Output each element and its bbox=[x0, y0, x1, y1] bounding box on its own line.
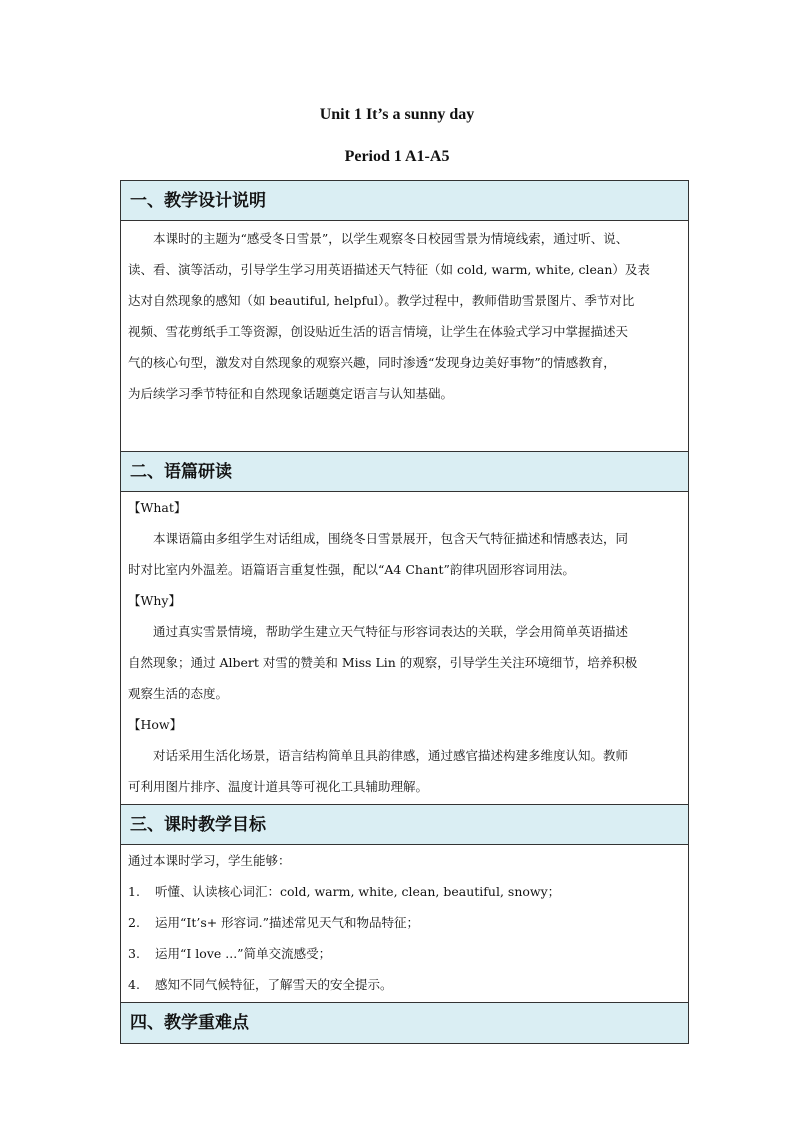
objective-text: 运用“It’s+ 形容词.”描述常见天气和物品特征； bbox=[155, 915, 420, 930]
paragraph-line: 观察生活的态度。 bbox=[128, 686, 229, 701]
objective-number: 2. bbox=[128, 915, 140, 930]
objective-text: 感知不同气候特征，了解雪天的安全提示。 bbox=[155, 977, 393, 992]
paragraph-line: 时对比室内外温差。语篇语言重复性强，配以“A4 Chant”韵律巩固形容词用法。 bbox=[128, 562, 575, 577]
section-body-text-study bbox=[121, 492, 688, 805]
what-tag: 【What】 bbox=[128, 500, 187, 515]
objective-text: 听懂、认读核心词汇：cold, warm, white, clean, beautiful, snowy； bbox=[155, 884, 561, 899]
lesson-plan-table bbox=[120, 180, 689, 1044]
paragraph-line: 通过真实雪景情境，帮助学生建立天气特征与形容词表达的关联，学会用简单英语描述 bbox=[153, 624, 629, 639]
why-tag: 【Why】 bbox=[128, 593, 181, 608]
paragraph-line: 气的核心句型，激发对自然现象的观察兴趣，同时渗透“发现身边美好事物”的情感教育， bbox=[128, 355, 616, 370]
how-tag: 【How】 bbox=[128, 717, 183, 732]
paragraph-line: 读、看、演等活动，引导学生学习用英语描述天气特征（如 cold, warm, white, clean）及表 bbox=[128, 262, 650, 277]
paragraph-line: 本课时的主题为“感受冬日雪景”，以学生观察冬日校园雪景为情境线索，通过听、说、 bbox=[153, 231, 629, 246]
section-heading-objectives: 三、课时教学目标 bbox=[121, 805, 688, 845]
section-heading-text-study: 二、语篇研读 bbox=[121, 452, 688, 492]
objective-text: 运用“I love ...”简单交流感受； bbox=[155, 946, 332, 961]
section-heading-key-points: 四、教学重难点 bbox=[121, 1003, 688, 1043]
objective-item bbox=[128, 969, 682, 1000]
objectives-intro: 通过本课时学习，学生能够： bbox=[128, 853, 291, 868]
document-subtitle: Period 1 A1-A5 bbox=[344, 148, 450, 165]
paragraph-line: 达对自然现象的感知（如 beautiful, helpful）。教学过程中，教师借助雪景图片、季节对比 bbox=[128, 293, 635, 308]
objective-number: 1. bbox=[128, 884, 140, 899]
document-title: Unit 1 It’s a sunny day bbox=[319, 106, 475, 123]
section-heading-design: 一、教学设计说明 bbox=[121, 181, 688, 221]
paragraph-line: 可利用图片排序、温度计道具等可视化工具辅助理解。 bbox=[128, 779, 429, 794]
objective-item bbox=[128, 907, 682, 938]
paragraph-line: 视频、雪花剪纸手工等资源，创设贴近生活的语言情境，让学生在体验式学习中掌握描述天 bbox=[128, 324, 629, 339]
paragraph-line: 自然现象；通过 Albert 对雪的赞美和 Miss Lin 的观察，引导学生关注环境细节，培养积极 bbox=[128, 655, 638, 670]
section-body-design bbox=[121, 221, 688, 452]
paragraph-line: 本课语篇由多组学生对话组成，围绕冬日雪景展开，包含天气特征描述和情感表达，同 bbox=[153, 531, 629, 546]
section-body-objectives bbox=[121, 845, 688, 1003]
objective-number: 4. bbox=[128, 977, 140, 992]
paragraph-line: 为后续学习季节特征和自然现象话题奠定语言与认知基础。 bbox=[128, 386, 454, 401]
objective-item bbox=[128, 876, 682, 907]
paragraph-line: 对话采用生活化场景，语言结构简单且具韵律感，通过感官描述构建多维度认知。教师 bbox=[153, 748, 629, 763]
objective-number: 3. bbox=[128, 946, 140, 961]
objective-item bbox=[128, 938, 682, 969]
